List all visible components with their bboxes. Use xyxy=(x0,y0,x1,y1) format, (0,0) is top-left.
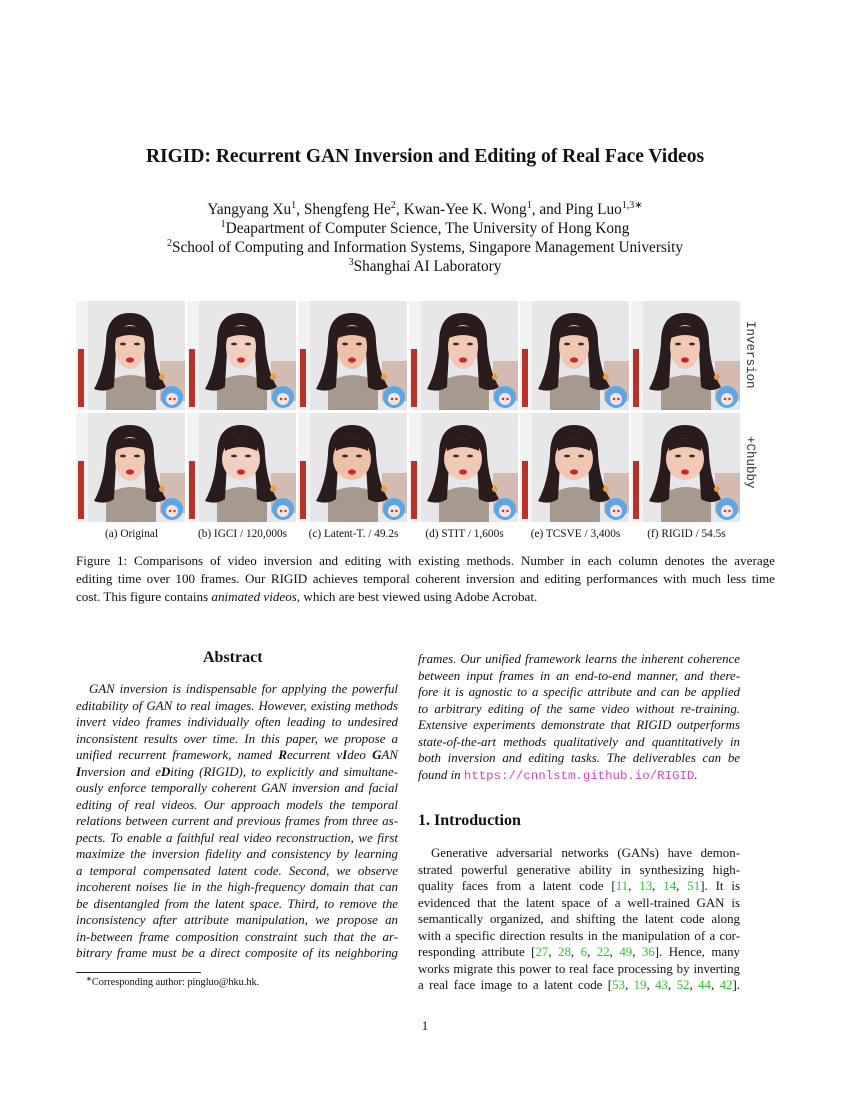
author-name: Yangyang Xu xyxy=(207,201,292,218)
page-number: 1 xyxy=(421,1018,429,1033)
text-span: inconsistency after attribute manipulation, we propose an xyxy=(76,913,398,927)
edited-chubby-frame-2 xyxy=(187,413,296,522)
text-span: semantically organized, and shifting the latent code along xyxy=(418,912,740,926)
citation-link[interactable]: 19 xyxy=(633,978,647,992)
text-span: GAN inversion is indispensable for applying the powerful xyxy=(89,682,398,696)
author-name: Ping Luo xyxy=(565,201,622,218)
text-span: , xyxy=(676,879,688,893)
text-line xyxy=(76,879,398,895)
affiliation-mark: 1 xyxy=(220,219,226,230)
text-line xyxy=(418,862,740,878)
text-span: , xyxy=(587,945,597,959)
inversion-frame-6 xyxy=(631,301,740,410)
citation-link[interactable]: 36 xyxy=(641,945,655,959)
text-span: ecurrent v xyxy=(286,748,343,762)
text-span: invert video frames individually often leading to undesired xyxy=(76,715,398,729)
text-line xyxy=(418,684,740,700)
text-line xyxy=(418,717,740,733)
edited-chubby-frame-1 xyxy=(76,413,185,522)
edited-chubby-frame-3 xyxy=(298,413,407,522)
footnote-mark: ∗ xyxy=(86,975,92,983)
text-line xyxy=(418,944,740,960)
column-caption: (c) Latent-T. / 49.2s xyxy=(308,528,399,540)
text-span: Generative adversarial networks (GANs) have demon- xyxy=(431,846,740,860)
text-line xyxy=(76,797,398,813)
text-line xyxy=(76,714,398,730)
text-line xyxy=(76,747,398,763)
text-span: , xyxy=(628,879,640,893)
text-line xyxy=(418,895,740,911)
text-span: bitrary frame must be a direct composite of its neighboring xyxy=(76,946,398,960)
text-span: nversion and e xyxy=(81,764,161,779)
edited-chubby-frame-4 xyxy=(409,413,518,522)
row-label-inversion: Inversion xyxy=(743,321,757,389)
author-affiliation-mark: 1 xyxy=(526,200,532,211)
inversion-frame-1 xyxy=(76,301,185,410)
text-span: iting (RIGID), to explicitly and simultane- xyxy=(170,764,399,779)
text-span: be disentangled from the latent space. Third, to remove the xyxy=(76,896,398,911)
text-span: cost. This figure contains xyxy=(76,589,212,604)
text-span: I xyxy=(76,764,82,779)
text-line xyxy=(76,681,398,697)
column-caption: (f) RIGID / 54.5s xyxy=(647,528,726,540)
text-line xyxy=(76,896,398,912)
author-affiliation-mark: 1,3∗ xyxy=(621,200,643,211)
text-span: to arbitrary editing of the same video without re-training. xyxy=(418,701,740,716)
row-label-chubby: +Chubby xyxy=(743,436,757,489)
affiliation-text: Shanghai AI Laboratory xyxy=(353,258,502,275)
text-span: incoherent noises lie in the high-frequency domain that can xyxy=(76,880,398,894)
text-span: between input frames in an end-to-end manner, and there- xyxy=(418,668,740,683)
footnote xyxy=(86,977,259,988)
column-caption: (b) IGCI / 120,000s xyxy=(197,528,288,540)
citation-link[interactable]: 28 xyxy=(558,945,571,959)
text-line xyxy=(418,701,740,717)
affiliation-text: School of Computing and Information Systems, Singapore Management University xyxy=(171,239,684,256)
text-span: unified recurrent framework, named xyxy=(76,748,279,762)
citation-link[interactable]: 43 xyxy=(655,978,668,992)
affiliation xyxy=(0,258,850,276)
text-line xyxy=(418,928,740,944)
text-span: , xyxy=(667,978,677,992)
text-line xyxy=(418,961,740,977)
text-span: , xyxy=(570,945,581,959)
inversion-frame-3 xyxy=(298,301,407,410)
text-line xyxy=(76,912,398,928)
author-affiliation-mark: 2 xyxy=(390,200,396,211)
project-url-link[interactable]: https://cnnlstm.github.io/RIGID xyxy=(463,768,695,783)
citation-link[interactable]: 52 xyxy=(676,978,690,992)
text-span: , xyxy=(609,945,620,959)
inversion-frame-4 xyxy=(409,301,518,410)
text-span: Figure 1: Comparisons of video inversion and editing with existing methods. Number in each column denotes the average xyxy=(76,553,775,568)
text-line xyxy=(76,929,398,945)
text-span: relations between current and previous frames from three as- xyxy=(76,814,398,828)
text-line xyxy=(76,553,775,569)
affiliation-text: Deapartment of Computer Science, The University of Hong Kong xyxy=(225,220,630,237)
text-span: , xyxy=(689,978,699,992)
text-span: AN xyxy=(381,748,398,762)
text-span: D xyxy=(160,764,171,779)
text-line xyxy=(418,911,740,927)
text-span: ously enforce temporally coherent GAN inversion and facial xyxy=(76,781,398,795)
text-span: editing time over 100 frames. Our RIGID achieves temporal coherent inversion and editing performances with much less time xyxy=(76,571,775,586)
text-span: with a specific direction results in the manipulation of a cor- xyxy=(418,928,740,943)
text-line xyxy=(76,945,398,961)
footnote-rule xyxy=(76,972,201,973)
text-span: quality faces from a latent code [ xyxy=(418,879,616,893)
text-span: a temporal compensated latent code. Second, we observe xyxy=(76,863,398,878)
text-line xyxy=(76,830,398,846)
figure-1-image-grid xyxy=(76,301,757,523)
text-span: , xyxy=(632,945,642,959)
text-span: , xyxy=(710,978,720,992)
citation-link[interactable]: 6 xyxy=(580,945,588,959)
paper-title: RIGID: Recurrent GAN Inversion and Editing of Real Face Videos xyxy=(145,146,705,167)
text-span: , which are best viewed using Adobe Acrobat. xyxy=(296,589,538,604)
text-span: R xyxy=(278,748,287,762)
text-span: . xyxy=(694,767,698,782)
footnote-text: Corresponding author: pingluo@hku.hk. xyxy=(91,977,260,988)
text-span: I xyxy=(342,748,348,762)
citation-link[interactable]: 13 xyxy=(639,879,653,893)
text-span: fore it is agnostic to a specific attribute and can be applied xyxy=(418,685,740,699)
text-line xyxy=(418,651,740,667)
text-span: ]. Hence, many xyxy=(654,945,741,959)
text-span: G xyxy=(372,748,382,762)
text-span: deo xyxy=(347,748,373,762)
text-line xyxy=(76,731,398,747)
text-span: found in xyxy=(418,767,464,782)
text-span: editing of real videos. Our approach models the temporal xyxy=(76,797,398,812)
text-line xyxy=(76,698,398,714)
abstract-heading: Abstract xyxy=(203,649,263,666)
text-span: animated videos xyxy=(211,589,297,604)
text-line xyxy=(418,668,740,684)
text-span: Extensive experiments demonstrate that RIGID outperforms xyxy=(418,718,740,732)
text-span: maximize the inversion fidelity and consistency by learning xyxy=(76,847,398,861)
text-line xyxy=(76,813,398,829)
column-caption: (a) Original xyxy=(104,528,158,540)
citation-link[interactable]: 51 xyxy=(687,879,701,893)
citation-link[interactable]: 22 xyxy=(596,945,610,959)
text-span: ]. xyxy=(732,978,740,992)
citation-link[interactable]: 49 xyxy=(619,945,633,959)
text-line xyxy=(76,846,398,862)
text-line xyxy=(418,734,740,750)
text-span: inconsistent results over time. In this paper, we propose a xyxy=(76,731,398,746)
text-span: both inversion and editing tasks. The deliverables can be xyxy=(418,751,740,765)
citation-link[interactable]: 11 xyxy=(615,879,629,893)
citation-link[interactable]: 14 xyxy=(663,879,677,893)
text-line xyxy=(418,845,740,861)
inversion-frame-2 xyxy=(187,301,296,410)
text-span: state-of-the-art methods qualitatively and quantitatively in xyxy=(418,734,740,749)
text-line xyxy=(76,764,398,780)
author-affiliation-mark: 1 xyxy=(291,200,297,211)
citation-link[interactable]: 27 xyxy=(535,945,549,959)
author-name: Kwan-Yee K. Wong xyxy=(403,201,527,218)
text-span: , xyxy=(646,978,656,992)
text-span: editability of GAN to real images. However, existing methods xyxy=(76,698,398,713)
edited-chubby-frame-6 xyxy=(631,413,740,522)
text-span: evidenced that the latent space of a well-trained GAN is xyxy=(418,895,740,910)
text-span: frames. Our unified framework learns the inherent coherence xyxy=(418,652,740,666)
text-line xyxy=(76,589,775,605)
text-line xyxy=(76,780,398,796)
column-caption: (e) TCSVE / 3,400s xyxy=(530,528,621,540)
text-line xyxy=(418,767,740,784)
affiliation xyxy=(0,239,850,257)
text-span: in-between frame composition constraint such that the ar- xyxy=(76,929,398,944)
text-span: a real face image to a latent code [ xyxy=(418,978,613,992)
text-span: strated powerful generative ability in synthesizing high- xyxy=(418,862,740,877)
author-list: Yangyang Xu$^1$, Shengfeng He$^2$, Kwan-Yee K. Wong$^1$, and Ping Luo$^{1,3∗}$ xyxy=(207,200,643,218)
citation-link[interactable]: 42 xyxy=(719,978,733,992)
text-line xyxy=(76,863,398,879)
text-span: ]. It is xyxy=(700,879,740,893)
text-line xyxy=(418,750,740,766)
affiliation-mark: 3 xyxy=(348,257,354,268)
edited-chubby-frame-5 xyxy=(520,413,629,522)
text-line xyxy=(418,878,740,894)
text-span: pects. To enable a faithful real video reconstruction, we first xyxy=(76,830,398,845)
citation-link[interactable]: 53 xyxy=(612,978,625,992)
author-name: Shengfeng He xyxy=(303,201,391,218)
column-caption: (d) STIT / 1,600s xyxy=(425,528,504,540)
text-line xyxy=(76,571,775,587)
introduction-heading: 1. Introduction xyxy=(418,812,521,829)
text-span: responding attribute [ xyxy=(418,945,536,959)
text-span: works migrate this power to real face processing by inverting xyxy=(418,961,740,976)
citation-link[interactable]: 44 xyxy=(698,978,711,992)
text-span: , xyxy=(624,978,634,992)
text-span: , xyxy=(548,945,559,959)
affiliation xyxy=(0,220,850,238)
inversion-frame-5 xyxy=(520,301,629,410)
text-span: , xyxy=(652,879,664,893)
text-line xyxy=(418,977,740,993)
affiliation-mark: 2 xyxy=(166,238,172,249)
